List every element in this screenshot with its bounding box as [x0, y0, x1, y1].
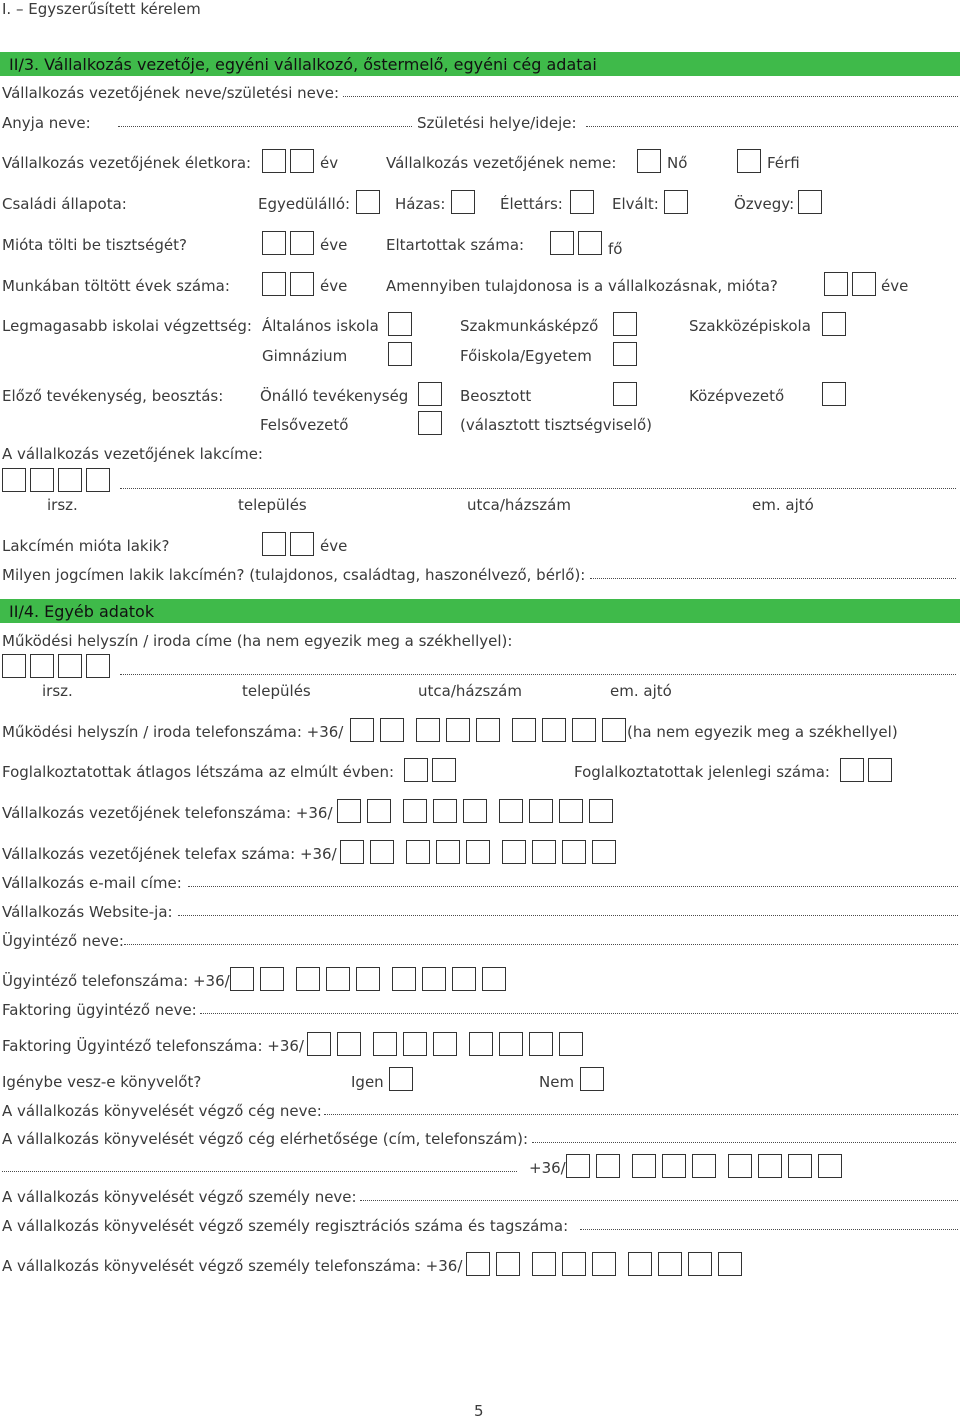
breadcrumb: I. – Egyszerűsített kérelem [2, 0, 201, 18]
edu-primary-checkbox[interactable] [388, 312, 412, 336]
zip-digit-box[interactable] [86, 468, 110, 492]
page-number: 5 [474, 1402, 484, 1420]
phone-digit-box[interactable] [406, 840, 430, 864]
website-label: Vállalkozás Website-ja: [2, 903, 173, 921]
leader-phone-label: Vállalkozás vezetőjének telefonszáma: +36/ [2, 804, 333, 822]
years-unit: éve [320, 537, 348, 555]
phone-digit-box[interactable] [818, 1154, 842, 1178]
work-years-label: Munkában töltött évek száma: [2, 277, 230, 295]
acc-company-contact-label: A vállalkozás könyvelését végző cég elérhetősége (cím, telefonszám): [2, 1130, 529, 1148]
mother-name-field[interactable] [118, 126, 412, 127]
phone-digit-box[interactable] [496, 1252, 520, 1276]
phone-digit-box[interactable] [589, 799, 613, 823]
job-senior-manager-label: Felsővezető [260, 416, 349, 434]
education-label: Legmagasabb iskolai végzettség: [2, 317, 252, 335]
edu-gymnasium-checkbox[interactable] [388, 342, 412, 366]
phone-digit-box[interactable] [367, 799, 391, 823]
leader-name-field[interactable] [343, 96, 958, 97]
mother-name-label: Anyja neve: [2, 114, 91, 132]
gender-female-checkbox[interactable] [637, 149, 661, 173]
phone-digit-box[interactable] [296, 967, 320, 991]
marital-partner-checkbox[interactable] [570, 190, 594, 214]
position-years-box[interactable] [290, 231, 314, 255]
persons-unit: fő [608, 240, 623, 258]
accountant-yes-checkbox[interactable] [389, 1067, 413, 1091]
section-title: II/3. Vállalkozás vezetője, egyéni vállalkozó, őstermelő, egyéni cég adatai [9, 55, 597, 74]
phone-digit-box[interactable] [592, 840, 616, 864]
phone-digit-box[interactable] [499, 799, 523, 823]
email-label: Vállalkozás e-mail címe: [2, 874, 182, 892]
phone-digit-box[interactable] [463, 799, 487, 823]
website-field[interactable] [178, 915, 958, 916]
years-unit: éve [320, 236, 348, 254]
office-zip-digit-box[interactable] [2, 654, 26, 678]
job-elected-label: (választott tisztségviselő) [460, 416, 653, 434]
phone-digit-box[interactable] [433, 799, 457, 823]
avg-staff-box[interactable] [432, 758, 456, 782]
phone-digit-box[interactable] [446, 718, 470, 742]
phone-digit-box[interactable] [596, 1154, 620, 1178]
phone-digit-box[interactable] [466, 1252, 490, 1276]
owner-years-box[interactable] [824, 272, 848, 296]
phone-digit-box[interactable] [469, 1032, 493, 1056]
address-label: A vállalkozás vezetőjének lakcíme: [2, 445, 263, 463]
residence-title-field[interactable] [590, 578, 956, 579]
job-independent-checkbox[interactable] [418, 382, 442, 406]
current-staff-box[interactable] [868, 758, 892, 782]
yes-label: Igen [351, 1073, 384, 1091]
phone-digit-box[interactable] [337, 1032, 361, 1056]
edu-secondary-voc-label: Szakközépiskola [689, 317, 811, 335]
work-years-box[interactable] [290, 272, 314, 296]
zip-digit-box[interactable] [2, 468, 26, 492]
no-label: Nem [539, 1073, 575, 1091]
phone-digit-box[interactable] [403, 799, 427, 823]
birthplace-label: Születési helye/ideje: [417, 114, 577, 132]
leader-fax-label: Vállalkozás vezetőjének telefax száma: +36/ [2, 845, 337, 863]
gender-male-label: Férfi [767, 154, 800, 172]
phone-digit-box[interactable] [559, 799, 583, 823]
years-unit: éve [320, 277, 348, 295]
phone-digit-box[interactable] [718, 1252, 742, 1276]
edu-gymnasium-label: Gimnázium [262, 347, 348, 365]
acc-person-field[interactable] [360, 1200, 958, 1201]
addr-street-caption: utca/házszám [467, 496, 571, 514]
position-since-label: Mióta tölti be tisztségét? [2, 236, 187, 254]
address-field[interactable] [120, 488, 956, 489]
phone-digit-box[interactable] [380, 718, 404, 742]
addr-door-caption: em. ajtó [610, 682, 672, 700]
job-senior-manager-checkbox[interactable] [418, 411, 442, 435]
phone-digit-box[interactable] [476, 718, 500, 742]
phone-digit-box[interactable] [340, 840, 364, 864]
marital-single-checkbox[interactable] [356, 190, 380, 214]
phone-digit-box[interactable] [728, 1154, 752, 1178]
edu-primary-label: Általános iskola [262, 317, 379, 335]
section-header-ii3 [0, 52, 960, 76]
owner-years-box[interactable] [852, 272, 876, 296]
avg-staff-label: Foglalkoztatottak átlagos létszáma az elmúlt évben: [2, 763, 395, 781]
phone-digit-box[interactable] [532, 1252, 556, 1276]
job-employee-checkbox[interactable] [613, 382, 637, 406]
addr-zip-caption: irsz. [42, 682, 73, 700]
phone-digit-box[interactable] [572, 718, 596, 742]
residence-title-label: Milyen jogcímen lakik lakcímén? (tulajdonos, családtag, haszonélvező, bérlő): [2, 566, 586, 584]
phone-digit-box[interactable] [529, 1032, 553, 1056]
zip-digit-box[interactable] [30, 468, 54, 492]
phone-digit-box[interactable] [307, 1032, 331, 1056]
gender-label: Vállalkozás vezetőjének neme: [386, 154, 617, 172]
job-middle-manager-label: Középvezető [689, 387, 785, 405]
birthplace-field[interactable] [586, 126, 958, 127]
accountant-question-label: Igénybe vesz-e könyvelőt? [2, 1073, 202, 1091]
section-title: II/4. Egyéb adatok [9, 602, 155, 621]
agent-name-label: Ügyintéző neve: [2, 932, 124, 950]
marital-married-label: Házas: [395, 195, 446, 213]
factoring-agent-label: Faktoring ügyintéző neve: [2, 1001, 197, 1019]
acc-person-label: A vállalkozás könyvelését végző személy neve: [2, 1188, 357, 1206]
marital-divorced-checkbox[interactable] [664, 190, 688, 214]
marital-widowed-checkbox[interactable] [798, 190, 822, 214]
phone-digit-box[interactable] [758, 1154, 782, 1178]
dependents-label: Eltartottak száma: [386, 236, 525, 254]
gender-female-label: Nő [667, 154, 688, 172]
addr-city-caption: település [242, 682, 311, 700]
edu-vocational-label: Szakmunkásképző [460, 317, 599, 335]
phone-digit-box[interactable] [532, 840, 556, 864]
factoring-agent-field[interactable] [200, 1013, 958, 1014]
phone-digit-box[interactable] [559, 1032, 583, 1056]
phone-digit-box[interactable] [416, 718, 440, 742]
acc-company-contact-field[interactable] [532, 1142, 956, 1143]
phone-digit-box[interactable] [230, 967, 254, 991]
phone-digit-box[interactable] [403, 1032, 427, 1056]
age-digit-box[interactable] [290, 149, 314, 173]
phone-digit-box[interactable] [436, 840, 460, 864]
position-years-box[interactable] [262, 231, 286, 255]
edu-vocational-checkbox[interactable] [613, 312, 637, 336]
phone-digit-box[interactable] [326, 967, 350, 991]
age-digit-box[interactable] [262, 149, 286, 173]
office-zip-digit-box[interactable] [58, 654, 82, 678]
current-staff-box[interactable] [840, 758, 864, 782]
edu-college-label: Főiskola/Egyetem [460, 347, 592, 365]
phone-digit-box[interactable] [562, 840, 586, 864]
years-unit: éve [881, 277, 909, 295]
dependents-box[interactable] [578, 231, 602, 255]
addr-door-caption: em. ajtó [752, 496, 814, 514]
factoring-phone-label: Faktoring Ügyintéző telefonszáma: +36/ [2, 1037, 304, 1055]
acc-company-contact-field-2[interactable] [2, 1171, 517, 1172]
phone-digit-box[interactable] [566, 1154, 590, 1178]
office-phone-note: (ha nem egyezik meg a székhellyel) [627, 723, 898, 741]
addr-city-caption: település [238, 496, 307, 514]
work-years-box[interactable] [262, 272, 286, 296]
phone-digit-box[interactable] [392, 967, 416, 991]
zip-digit-box[interactable] [58, 468, 82, 492]
office-zip-digit-box[interactable] [30, 654, 54, 678]
prev-job-label: Előző tevékenység, beosztás: [2, 387, 224, 405]
residence-since-label: Lakcímén mióta lakik? [2, 537, 170, 555]
leader-name-label: Vállalkozás vezetőjének neve/születési neve: [2, 84, 340, 102]
phone-digit-box[interactable] [356, 967, 380, 991]
section-header-ii4 [0, 599, 960, 623]
owner-since-label: Amennyiben tulajdonosa is a vállalkozásnak, mióta? [386, 277, 778, 295]
phone-digit-box[interactable] [632, 1154, 656, 1178]
phone-digit-box[interactable] [562, 1252, 586, 1276]
phone-digit-box[interactable] [422, 967, 446, 991]
job-employee-label: Beosztott [460, 387, 532, 405]
phone-digit-box[interactable] [628, 1252, 652, 1276]
current-staff-label: Foglalkoztatottak jelenlegi száma: [574, 763, 830, 781]
phone-digit-box[interactable] [499, 1032, 523, 1056]
phone-digit-box[interactable] [452, 967, 476, 991]
phone-digit-box[interactable] [482, 967, 506, 991]
residence-years-box[interactable] [262, 532, 286, 556]
phone-digit-box[interactable] [350, 718, 374, 742]
acc-person-reg-label: A vállalkozás könyvelését végző személy regisztrációs száma és tagszáma: [2, 1217, 569, 1235]
phone-digit-box[interactable] [370, 840, 394, 864]
marital-married-checkbox[interactable] [451, 190, 475, 214]
agent-name-field[interactable] [124, 944, 958, 945]
phone-digit-box[interactable] [688, 1252, 712, 1276]
phone-digit-box[interactable] [662, 1154, 686, 1178]
residence-years-box[interactable] [290, 532, 314, 556]
marital-single-label: Egyedülálló: [258, 195, 351, 213]
edu-secondary-voc-checkbox[interactable] [822, 312, 846, 336]
edu-college-checkbox[interactable] [613, 342, 637, 366]
office-address-label: Működési helyszín / iroda címe (ha nem egyezik meg a székhellyel): [2, 632, 513, 650]
phone-digit-box[interactable] [529, 799, 553, 823]
phone-digit-box[interactable] [433, 1032, 457, 1056]
marital-partner-label: Élettárs: [500, 195, 563, 213]
marital-widowed-label: Özvegy: [734, 195, 795, 213]
office-address-field[interactable] [120, 674, 956, 675]
phone-digit-box[interactable] [373, 1032, 397, 1056]
phone-digit-box[interactable] [692, 1154, 716, 1178]
marital-divorced-label: Elvált: [612, 195, 659, 213]
phone-digit-box[interactable] [658, 1252, 682, 1276]
phone-digit-box[interactable] [512, 718, 536, 742]
gender-male-checkbox[interactable] [737, 149, 761, 173]
job-independent-label: Önálló tevékenység [260, 387, 409, 405]
addr-zip-caption: irsz. [47, 496, 78, 514]
phone-digit-box[interactable] [542, 718, 566, 742]
email-field[interactable] [188, 886, 958, 887]
agent-phone-label: Ügyintéző telefonszáma: +36/ [2, 972, 230, 990]
age-unit: év [320, 154, 339, 172]
accountant-no-checkbox[interactable] [580, 1067, 604, 1091]
age-label: Vállalkozás vezetőjének életkora: [2, 154, 252, 172]
phone-digit-box[interactable] [592, 1252, 616, 1276]
phone-digit-box[interactable] [337, 799, 361, 823]
acc-company-field[interactable] [324, 1114, 958, 1115]
avg-staff-box[interactable] [404, 758, 428, 782]
acc-person-phone-label: A vállalkozás könyvelését végző személy telefonszáma: +36/ [2, 1257, 463, 1275]
acc-company-label: A vállalkozás könyvelését végző cég neve: [2, 1102, 322, 1120]
marital-label: Családi állapota: [2, 195, 127, 213]
phone-digit-box[interactable] [466, 840, 490, 864]
office-zip-digit-box[interactable] [86, 654, 110, 678]
acc-person-reg-field[interactable] [580, 1229, 958, 1230]
phone-digit-box[interactable] [260, 967, 284, 991]
dependents-box[interactable] [550, 231, 574, 255]
acc-phone-prefix: +36/ [529, 1159, 566, 1177]
phone-digit-box[interactable] [602, 718, 626, 742]
phone-digit-box[interactable] [788, 1154, 812, 1178]
addr-street-caption: utca/házszám [418, 682, 522, 700]
job-middle-manager-checkbox[interactable] [822, 382, 846, 406]
office-phone-label: Működési helyszín / iroda telefonszáma: +36/ [2, 723, 344, 741]
phone-digit-box[interactable] [502, 840, 526, 864]
